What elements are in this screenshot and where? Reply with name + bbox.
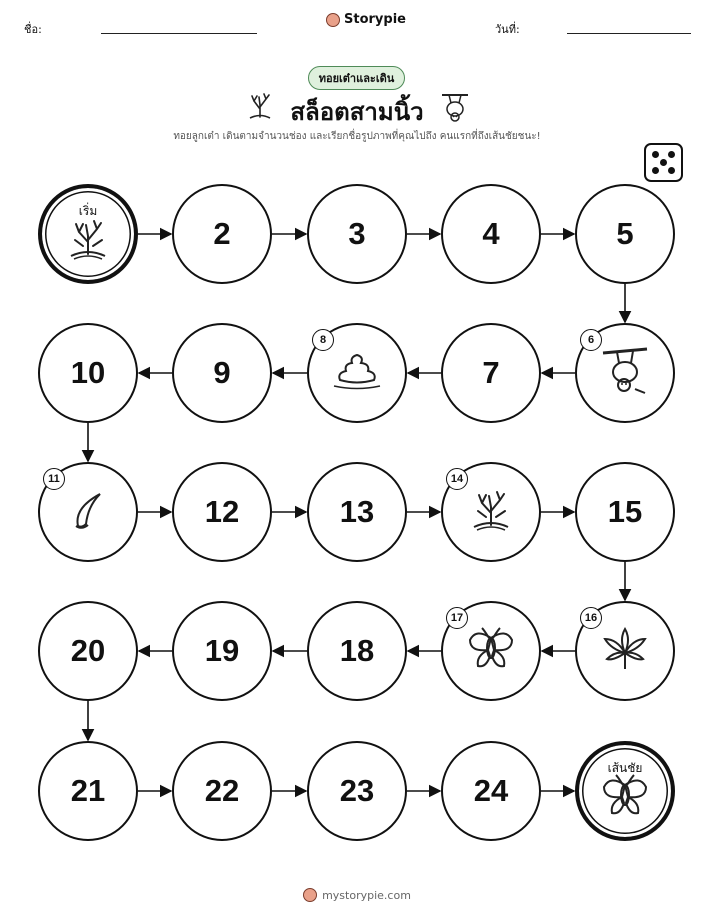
- board-space-12[interactable]: [172, 462, 272, 562]
- space-number: 4: [482, 216, 500, 251]
- footer: [0, 888, 714, 902]
- bear-footer-icon: [303, 888, 317, 902]
- space-number-badge: 6: [580, 329, 602, 351]
- board-space-8[interactable]: [307, 323, 407, 423]
- space-number: 10: [70, 355, 106, 390]
- board-space-19[interactable]: [172, 601, 272, 701]
- board-space-24[interactable]: [441, 741, 541, 841]
- board-space-6[interactable]: [575, 323, 675, 423]
- start-label: เริ่ม: [78, 204, 98, 218]
- board-space-17[interactable]: [441, 601, 541, 701]
- board-space-9[interactable]: [172, 323, 272, 423]
- start-space[interactable]: [38, 184, 138, 284]
- space-number: 5: [616, 216, 634, 251]
- coral-icon: [65, 216, 111, 266]
- board-space-10[interactable]: [38, 323, 138, 423]
- space-number-badge: 14: [446, 468, 468, 490]
- space-number: 24: [473, 773, 509, 808]
- board-space-4[interactable]: [441, 184, 541, 284]
- space-number: 2: [213, 216, 231, 251]
- poop-icon: [330, 349, 384, 397]
- board-space-3[interactable]: [307, 184, 407, 284]
- space-number: 23: [339, 773, 375, 808]
- instructions: ทอยลูกเต๋า เดินตามจำนวนช่อง และเรียกชื่อรูปภาพที่คุณไปถึง คนแรกที่ถึงเส้นชัยชนะ!: [173, 131, 541, 142]
- board-space-16[interactable]: [575, 601, 675, 701]
- board-space-7[interactable]: [441, 323, 541, 423]
- space-number-badge: 8: [312, 329, 334, 351]
- board-space-2[interactable]: [172, 184, 272, 284]
- board-space-5[interactable]: [575, 184, 675, 284]
- space-number-badge: 17: [446, 607, 468, 629]
- board-space-22[interactable]: [172, 741, 272, 841]
- board-space-18[interactable]: [307, 601, 407, 701]
- space-number: 19: [204, 633, 240, 668]
- space-number: 9: [213, 355, 231, 390]
- finish-space[interactable]: [575, 741, 675, 841]
- name-label: ชื่อ:: [24, 23, 42, 36]
- coral-icon: [468, 487, 514, 537]
- footer-site[interactable]: mystorypie.com: [322, 888, 411, 902]
- page-title: สล็อตสามนิ้ว: [290, 98, 424, 126]
- space-number: 20: [70, 633, 106, 668]
- space-number-badge: 11: [43, 468, 65, 490]
- space-number: 3: [348, 216, 366, 251]
- moth-icon: [600, 773, 650, 823]
- leaf-icon: [601, 625, 649, 677]
- sloth-icon: [599, 345, 651, 401]
- space-number-badge: 16: [580, 607, 602, 629]
- board-space-14[interactable]: [441, 462, 541, 562]
- board-space-23[interactable]: [307, 741, 407, 841]
- space-number: 21: [70, 773, 106, 808]
- space-number: 22: [204, 773, 240, 808]
- board-space-15[interactable]: [575, 462, 675, 562]
- space-number: 13: [339, 494, 375, 529]
- claw-icon: [66, 488, 110, 536]
- brand-name: Storypie: [344, 12, 406, 27]
- board-space-13[interactable]: [307, 462, 407, 562]
- board-space-11[interactable]: [38, 462, 138, 562]
- finish-label: เส้นชัย: [607, 761, 643, 775]
- space-number: 18: [339, 633, 375, 668]
- board-space-21[interactable]: [38, 741, 138, 841]
- moth-icon: [466, 626, 516, 676]
- board-space-20[interactable]: [38, 601, 138, 701]
- space-number: 15: [607, 494, 643, 529]
- game-tag: ทอยเต๋าและเดิน: [308, 66, 405, 90]
- date-label: วันที่:: [495, 23, 520, 36]
- space-number: 12: [204, 494, 240, 529]
- space-number: 7: [482, 355, 500, 390]
